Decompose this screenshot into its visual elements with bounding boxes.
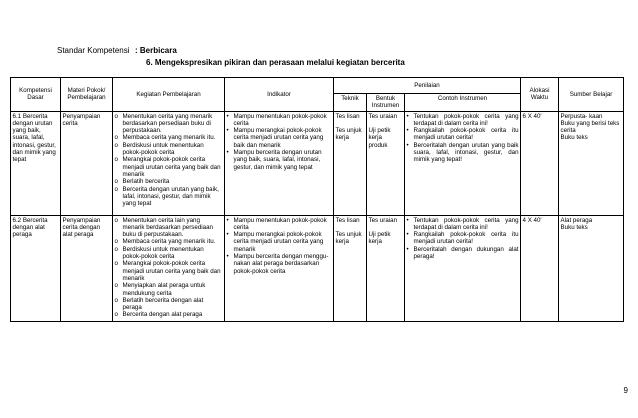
kompetensi-cell: 6.2 Bercerita dengan alat peraga xyxy=(11,215,61,321)
kegiatan-item: o Berlatih bercerita xyxy=(115,178,223,185)
standar-kompetensi-label: Standar Kompetensi xyxy=(57,46,130,55)
alokasi-cell: 6 X 40' xyxy=(521,111,559,215)
header-penilaian: Penilaian xyxy=(334,78,521,94)
bentuk-cell: Tes uraian Uji petik kerja xyxy=(367,215,405,321)
alokasi-cell: 4 X 40' xyxy=(521,215,559,321)
contoh-cell xyxy=(405,215,521,321)
kegiatan-item: o Membaca cerita yang menarik itu. xyxy=(115,238,223,245)
kegiatan-item: o Bercerita dengan urutan yang baik, lafal, intonasi, gestur, dan mimik yang tepat xyxy=(115,186,223,208)
sumber-cell: Alat peraga Buku teks xyxy=(559,215,624,321)
kompetensi-subtitle: 6. Mengekspresikan pikiran dan perasaan melalui kegiatan bercerita xyxy=(146,58,405,67)
contoh-item: • Tentukan pokok-pokok cerita yang terdapat di dalam cerita ini! xyxy=(407,113,519,128)
header-kompetensi-dasar: Kompetensi Dasar xyxy=(11,78,61,112)
kegiatan-item: o Berdiskusi untuk menentukan pokok-pokok cerita xyxy=(115,142,223,157)
teknik-cell: Tes lisan Tes unjuk kerja xyxy=(334,215,367,321)
sumber-cell: Perpusta- kaan Buku yang berisi teks cerita Buku teks xyxy=(559,111,624,215)
kegiatan-item: o Membaca cerita yang menarik itu. xyxy=(115,134,223,141)
indikator-item: • Mampu menentukan pokok-pokok cerita xyxy=(227,113,332,128)
contoh-item: • Rangkailah pokok-pokok cerita itu menjadi urutan cerita! xyxy=(407,231,519,246)
header-materi-pokok: Materi Pokok/ Pembelajaran xyxy=(61,78,113,112)
indikator-cell xyxy=(225,111,334,215)
page-number: 9 xyxy=(623,386,628,395)
kegiatan-item: o Berlatih bercerita dengan alat peraga xyxy=(115,297,223,312)
kegiatan-item: o Menentukan cerita lain yang menarik berdasarkan persediaan buku di perpustakaan. xyxy=(115,217,223,239)
kegiatan-item: o Merangkai pokok-pokok cerita menjadi urutan cerita yang baik dan menarik xyxy=(115,260,223,282)
kompetensi-cell: 6.1 Bercerita dengan urutan yang baik, suara, lafal, intonasi, gestur, dan mimik yang tepat xyxy=(11,111,61,215)
kegiatan-item: o Menyiapkan alat peraga untuk mendukung cerita xyxy=(115,282,223,297)
header-bentuk-instrumen: Bentuk Instrumen xyxy=(367,94,405,112)
header-alokasi-waktu: Alokasi Waktu xyxy=(521,78,559,112)
header-teknik: Teknik xyxy=(334,94,367,112)
table-row xyxy=(11,111,624,215)
indikator-cell xyxy=(225,215,334,321)
table-row xyxy=(11,215,624,321)
indikator-item: • Mampu merangkai pokok-pokok cerita menjadi urutan cerita yang baik dan menarik xyxy=(227,127,332,149)
kegiatan-cell xyxy=(113,111,225,215)
silabus-table xyxy=(10,77,624,322)
header-kegiatan: Kegiatan Pembelajaran xyxy=(113,78,225,112)
standar-kompetensi-value: : Berbicara xyxy=(135,46,177,55)
indikator-item: • Mampu menentukan pokok-pokok cerita xyxy=(227,217,332,232)
contoh-item: • Berceritalah dengan dukungan alat peraga! xyxy=(407,246,519,261)
bentuk-cell: Tes uraian Uji petik kerja produk xyxy=(367,111,405,215)
header-indikator: Indikator xyxy=(225,78,334,112)
header-sumber-belajar: Sumber Belajar xyxy=(559,78,624,112)
contoh-item: • Tentukan pokok-pokok cerita yang terdapat di dalam cerita ini! xyxy=(407,217,519,232)
indikator-item: • Mampu bercerita dengan urutan yang baik, suara, lafal, intonasi, gestur, dan mimik yang tepat xyxy=(227,149,332,171)
materi-cell: Penyampaian cerita xyxy=(61,111,113,215)
kegiatan-item: o Berdiskusi untuk menentukan pokok-pokok cerita xyxy=(115,246,223,261)
kegiatan-item: o Merangkai pokok-pokok cerita menjadi urutan cerita yang baik dan menarik xyxy=(115,156,223,178)
indikator-item: • Mampu bercerita dengan menggu- nakan alat peraga berdasarkan pokok-pokok cerita xyxy=(227,253,332,275)
contoh-cell xyxy=(405,111,521,215)
teknik-cell: Tes lisan Tes unjuk kerja xyxy=(334,111,367,215)
header-contoh-instrumen: Contoh Instrumen xyxy=(405,94,521,112)
kegiatan-cell xyxy=(113,215,225,321)
kegiatan-item: o Menentukan cerita yang menarik berdasarkan persediaan buku di perpustakaan. xyxy=(115,113,223,135)
materi-cell: Penyampaian cerita dengan alat peraga xyxy=(61,215,113,321)
indikator-item: • Mampu merangkai pokok-pokok cerita menjadi urutan cerita yang menarik xyxy=(227,231,332,253)
kegiatan-item: o Bercerita dengan alat peraga xyxy=(115,311,223,318)
contoh-item: • Berceritalah dengan urutan yang baik suara, lafal, intonasi, gestur, dan mimik yang tepat! xyxy=(407,142,519,164)
contoh-item: • Rangkailah pokok-pokok cerita itu menjadi urutan cerita! xyxy=(407,127,519,142)
